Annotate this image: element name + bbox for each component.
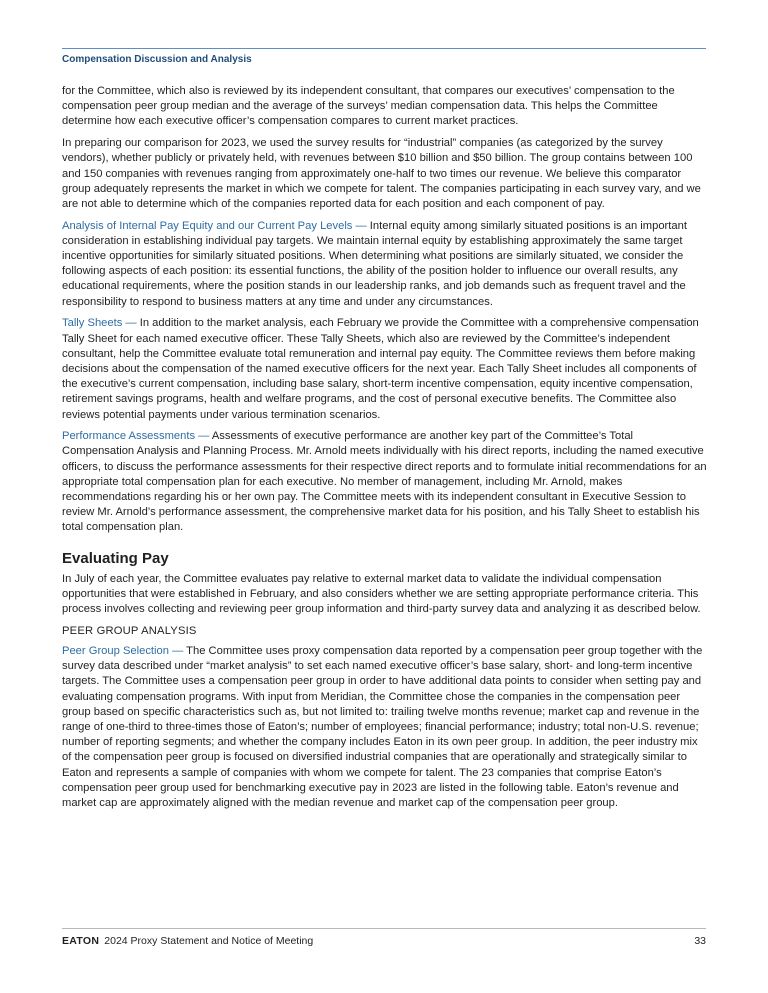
paragraph-internal-equity <box>62 219 708 310</box>
paragraph-1: for the Committee, which also is reviewed by its independent consultant, that compares our executives’ compensation to the compensation peer group median and the average of the surveys’ median compensation data. This helps the Committee determine how each executive officer’s compensation compares to current market practices. <box>62 85 675 128</box>
internal-equity-heading: Analysis of Internal Pay Equity and our Current Pay Levels — <box>62 219 367 232</box>
internal-equity-text: Internal equity among similarly situated positions is an important consideration in establishing individual pay targets. We maintain internal equity by establishing approximately the same target incentive opportunities for similarly situated positions. When determining what positions are similarly situated, we consider the following aspects of each position: its essential functions, the ability of the position holder to influence our overall results, any educational requirements, where the position stands in our leadership ranks, and job demands such as frequent travel and the responsibility to respond to business matters at any time and under any circumstances. <box>62 219 687 308</box>
tally-sheets-heading: Tally Sheets — <box>62 317 137 330</box>
page-content <box>62 84 708 818</box>
eaton-logo: EATON <box>62 935 100 947</box>
footer-rule <box>62 928 706 929</box>
paragraph-peer-group <box>62 644 708 811</box>
header-rule <box>62 48 706 49</box>
paragraph-2: In preparing our comparison for 2023, we used the survey results for “industrial” companies (as categorized by the survey vendors), whether publicly or privately held, with revenues between $10 billion and $50 billion. The group contains between 100 and 150 companies with revenues ranging from approximately one-half to two times our revenue. We believe this comparator group adequately represents the market in which we compete for talent. The companies participating in each survey vary, and we are not able to determine which of the companies reported data for each position and each component of pay. <box>62 137 701 210</box>
peer-group-subheading: PEER GROUP ANALYSIS <box>62 624 197 637</box>
paragraph-performance <box>62 429 708 535</box>
document-title: 2024 Proxy Statement and Notice of Meeting <box>104 935 314 947</box>
footer-left <box>62 935 313 947</box>
performance-heading: Performance Assessments — <box>62 430 210 443</box>
footer <box>62 935 706 947</box>
page-number: 33 <box>694 935 706 947</box>
peer-group-selection-heading: Peer Group Selection — <box>62 645 184 657</box>
peer-group-selection-text: The Committee uses proxy compensation data reported by a compensation peer group together with the survey data described under “market analysis” to set each named executive officer’s base salary, short- and long-term incentive targets. The Committee uses a compensation peer group in order to have additional data points to consider when setting pay and evaluating compensation programs. With input from Meridian, the Committee chose the companies in the compensation peer group based on specific characteristics such as, but not limited to: trailing twelve months revenue; market cap and revenue in the range of one-third to three-times those of Eaton’s; number of employees; financial performance; industry; total non-U.S. revenue; number of reporting segments; and whether the company includes Eaton in its own peer group. In addition, the peer industry mix of the compensation peer group is focused on diversified industrial companies that are operationally and strategically similar to Eaton and represents a sample of companies with whom we compete for talent. The 23 companies that comprise Eaton’s compensation peer group used for benchmarking executive pay in 2023 are listed in the following table. Eaton’s revenue and market cap are approximately aligned with the median revenue and market cap of the compensation peer group. <box>62 645 703 810</box>
evaluating-pay-heading: Evaluating Pay <box>62 549 169 567</box>
performance-text: Assessments of executive performance are another key part of the Committee’s Total Compensation Analysis and Planning Process. Mr. Arnold meets individually with his direct reports, including the named executive officers, to discuss the performance assessments for their respective direct reports and to formulate initial recommendations for an appropriate total compensation plan for each executive. No member of management, including Mr. Arnold, makes recommendations regarding his or her own pay. The Committee meets with its independent consultant in Executive Session to review Mr. Arnold’s performance assessment, the comprehensive market data for his position, and his Tally Sheet to establish his total compensation plan. <box>62 430 707 534</box>
tally-sheets-text: In addition to the market analysis, each February we provide the Committee with a comprehensive compensation Tally Sheet for each named executive officer. These Tally Sheets, which also are reviewed by the Committee’s independent consultant, help the Committee evaluate total remuneration and internal pay equity. The Committee reviews them before making decisions about the compensation of the named executive officers for the next year. Each Tally Sheet includes all components of the executive’s current compensation, including base salary, short-term incentive compensation, equity incentive compensation, retirement savings programs, health and welfare programs, and the cost of personal executive benefits. The Committee also reviews potential payments under various termination scenarios. <box>62 317 699 421</box>
section-header: Compensation Discussion and Analysis <box>62 54 252 65</box>
paragraph-tally-sheets <box>62 316 708 422</box>
paragraph-evaluating: In July of each year, the Committee evaluates pay relative to external market data to validate the individual compensation opportunities that were established in February, and also considers whether we are setting appropriate performance criteria. This process involves collecting and reviewing peer group information and third-party survey data and analyzing it as described below. <box>62 572 701 616</box>
